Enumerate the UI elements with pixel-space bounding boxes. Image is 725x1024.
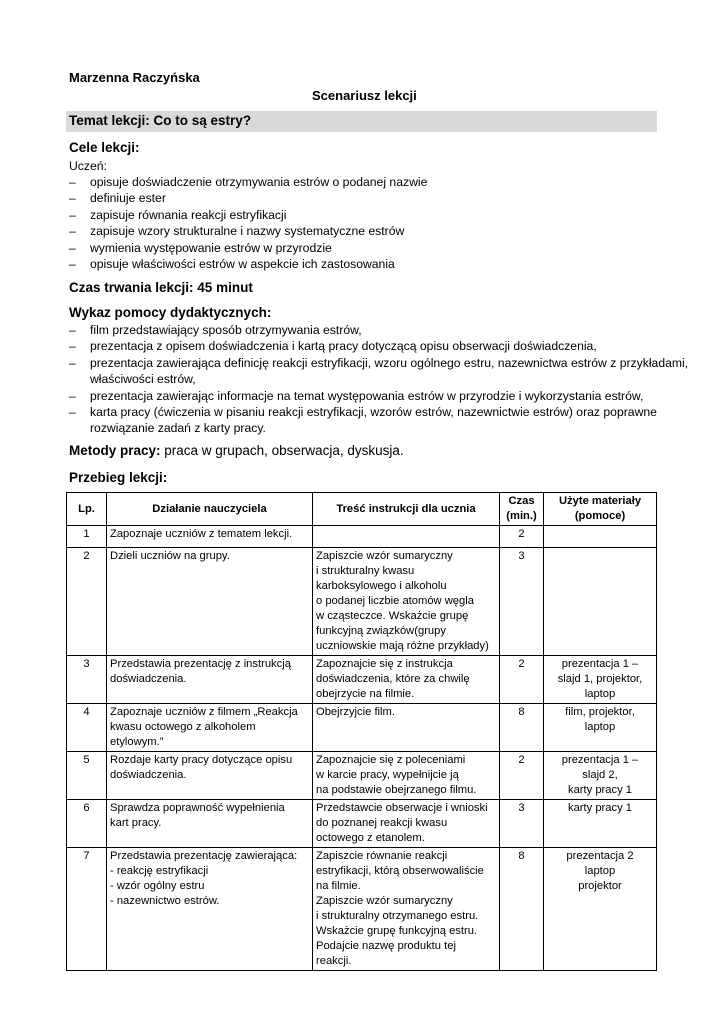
cell-instruction-line: w karcie pracy, wypełnijcie ją — [316, 769, 459, 781]
cell-time: 8 — [500, 704, 544, 752]
cell-lp: 1 — [67, 526, 107, 548]
cell-lp: 2 — [67, 548, 107, 656]
cell-teacher — [107, 526, 313, 548]
goal-item: – zapisuje równania reakcji estryfikacji — [69, 207, 689, 223]
cell-instruction — [313, 800, 500, 848]
cell-instruction — [313, 526, 500, 548]
cell-teacher-line: doświadczenia. — [110, 769, 187, 781]
cell-instruction — [313, 548, 500, 656]
aids-heading: Wykaz pomocy dydaktycznych: — [69, 305, 272, 320]
cell-teacher — [107, 704, 313, 752]
cell-teacher-line: - nazewnictwo estrów. — [110, 895, 220, 907]
cell-lp: 5 — [67, 752, 107, 800]
cell-materials-line: slajd 1, projektor, — [557, 673, 643, 685]
cell-instruction — [313, 704, 500, 752]
cell-instruction-line: Wskażcie grupę funkcyjną estru. — [316, 925, 478, 937]
table-row — [67, 704, 657, 752]
table-row — [67, 526, 657, 548]
cell-time: 3 — [500, 800, 544, 848]
cell-teacher-line: kwasu octowego z alkoholem — [110, 721, 256, 733]
header-instruction: Treść instrukcji dla ucznia — [313, 493, 500, 526]
goal-item: – opisuje właściwości estrów w aspekcie ich zastosowania — [69, 256, 689, 272]
cell-teacher — [107, 752, 313, 800]
cell-instruction-line: i strukturalny kwasu — [316, 565, 415, 577]
duration-heading: Czas trwania lekcji: 45 minut — [69, 280, 253, 295]
cell-instruction-line: Zapiszcie równanie reakcji — [316, 850, 448, 862]
cell-materials — [544, 800, 657, 848]
cell-teacher-line: Sprawdza poprawność wypełnienia — [110, 802, 285, 814]
cell-time: 8 — [500, 848, 544, 971]
cell-materials — [544, 656, 657, 704]
goals-list — [69, 174, 689, 272]
cell-materials — [544, 752, 657, 800]
table-row — [67, 656, 657, 704]
methods-value: praca w grupach, obserwacja, dyskusja. — [160, 443, 404, 458]
cell-instruction-line: Obejrzyjcie film. — [316, 706, 395, 718]
cell-materials-line: prezentacja 2 — [566, 850, 634, 862]
cell-instruction-line: o podanej liczbie atomów węgla — [316, 595, 474, 607]
cell-teacher-line: Przedstawia prezentację zawierająca: — [110, 850, 298, 862]
cell-lp: 7 — [67, 848, 107, 971]
cell-instruction-line: funkcyjną związków(grupy — [316, 625, 446, 637]
methods-label: Metody pracy: — [69, 443, 161, 458]
table-row — [67, 848, 657, 971]
goal-item: – opisuje doświadczenie otrzymywania estrów o podanej nazwie — [69, 174, 689, 190]
cell-instruction-line: uczniowskie mają różne przykłady) — [316, 640, 489, 652]
cell-lp: 6 — [67, 800, 107, 848]
cell-instruction-line: Przedstawcie obserwacje i wnioski — [316, 802, 488, 814]
cell-materials-line: laptop — [584, 721, 616, 733]
cell-teacher — [107, 548, 313, 656]
cell-time: 2 — [500, 656, 544, 704]
author-name: Marzenna Raczyńska — [69, 70, 200, 85]
cell-time: 2 — [500, 526, 544, 548]
cell-materials-line: slajd 2, — [582, 769, 618, 781]
cell-teacher-line: etylowym.” — [110, 736, 164, 748]
cell-instruction-line: obejrzycie na filmie. — [316, 688, 415, 700]
document-title: Scenariusz lekcji — [312, 88, 417, 103]
aid-item: – prezentacja zawierając informacje na temat występowania estrów w przyrodzie i wykorzystania estrów, — [69, 388, 689, 404]
cell-teacher — [107, 848, 313, 971]
cell-instruction — [313, 752, 500, 800]
cell-materials — [544, 848, 657, 971]
cell-materials — [544, 704, 657, 752]
cell-materials-line: projektor — [578, 880, 622, 892]
cell-materials-line: karty pracy 1 — [567, 802, 633, 814]
cell-teacher — [107, 800, 313, 848]
cell-instruction-line: estryfikacji, którą obserwowaliście — [316, 865, 484, 877]
cell-teacher-line: - wzór ogólny estru — [110, 880, 205, 892]
header-teacher: Działanie nauczyciela — [107, 493, 313, 526]
cell-lp: 4 — [67, 704, 107, 752]
cell-instruction-line: Podajcie nazwę produktu tej — [316, 940, 456, 952]
cell-instruction — [313, 848, 500, 971]
cell-teacher-line: Rozdaje karty pracy dotyczące opisu — [110, 754, 293, 766]
cell-materials — [544, 548, 657, 656]
table-row — [67, 800, 657, 848]
cell-instruction-line: w cząsteczce. Wskażcie grupę — [316, 610, 469, 622]
cell-teacher-line: doświadczenia. — [110, 673, 187, 685]
aids-list — [69, 322, 689, 437]
cell-teacher-line: - reakcję estryfikacji — [110, 865, 209, 877]
cell-instruction-line: na podstawie obejrzanego filmu. — [316, 784, 477, 796]
goal-item: – wymienia występowanie estrów w przyrodzie — [69, 240, 689, 256]
aid-item: – prezentacja zawierająca definicję reakcji estryfikacji, wzoru ogólnego estru, nazewnictwa estrów z przykładami, właściwości estrów, — [69, 355, 689, 388]
table-header-row — [67, 493, 657, 526]
goals-heading: Cele lekcji: — [69, 140, 140, 155]
cell-instruction-line: Zapoznajcie się z poleceniami — [316, 754, 466, 766]
table-row — [67, 548, 657, 656]
cell-instruction — [313, 656, 500, 704]
goal-item: – definiuje ester — [69, 190, 689, 206]
cell-materials-line: prezentacja 1 – — [561, 658, 639, 670]
cell-materials-line: prezentacja 1 – — [561, 754, 639, 766]
cell-instruction-line: reakcji. — [316, 955, 352, 967]
cell-instruction-line: Zapoznajcie się z instrukcja — [316, 658, 453, 670]
aid-item: – karta pracy (ćwiczenia w pisaniu reakcji estryfikacji, wzorów estrów, nazewnictwie estrów) oraz poprawne rozwiązanie zadań z karty pracy. — [69, 404, 689, 437]
cell-teacher-line: Dzieli uczniów na grupy. — [110, 550, 230, 562]
cell-instruction-line: do poznanej reakcji kwasu — [316, 817, 448, 829]
lesson-plan-table — [66, 492, 657, 971]
methods-line — [69, 443, 404, 459]
cell-teacher-line: kart pracy. — [110, 817, 162, 829]
cell-materials — [544, 526, 657, 548]
cell-time: 3 — [500, 548, 544, 656]
cell-teacher-line: Zapoznaje uczniów z tematem lekcji. — [110, 528, 293, 540]
cell-materials-line: karty pracy 1 — [567, 784, 633, 796]
goal-item: – zapisuje wzory strukturalne i nazwy systematyczne estrów — [69, 223, 689, 239]
header-lp: Lp. — [67, 493, 107, 526]
cell-teacher — [107, 656, 313, 704]
cell-instruction-line: Zapiszcie wzór sumaryczny — [316, 550, 453, 562]
cell-instruction-line: Zapiszcie wzór sumaryczny — [316, 895, 453, 907]
cell-lp: 3 — [67, 656, 107, 704]
cell-instruction-line: i strukturalny otrzymanego estru. — [316, 910, 479, 922]
cell-instruction-line: karboksylowego i alkoholu — [316, 580, 447, 592]
table-body — [67, 526, 657, 971]
cell-materials-line: film, projektor, — [565, 706, 635, 718]
lesson-topic: Temat lekcji: Co to są estry? — [69, 113, 252, 128]
aid-item: – prezentacja z opisem doświadczenia i kartą pracy dotyczącą opisu obserwacji doświadczenia, — [69, 338, 689, 354]
cell-teacher-line: Przedstawia prezentację z instrukcją — [110, 658, 291, 670]
cell-instruction-line: octowego z etanolem. — [316, 832, 425, 844]
course-heading: Przebieg lekcji: — [69, 470, 168, 485]
cell-materials-line: laptop — [584, 865, 616, 877]
table-row — [67, 752, 657, 800]
goals-intro: Uczeń: — [69, 159, 107, 173]
cell-teacher-line: Zapoznaje uczniów z filmem „Reakcja — [110, 706, 298, 718]
cell-materials-line: laptop — [584, 688, 616, 700]
header-time: Czas (min.) — [500, 493, 544, 526]
header-materials: Użyte materiały (pomoce) — [544, 493, 657, 526]
cell-time: 2 — [500, 752, 544, 800]
cell-instruction-line: doświadczenia, które za chwilę — [316, 673, 470, 685]
cell-instruction-line: na filmie. — [316, 880, 361, 892]
aid-item: – film przedstawiający sposób otrzymywania estrów, — [69, 322, 689, 338]
